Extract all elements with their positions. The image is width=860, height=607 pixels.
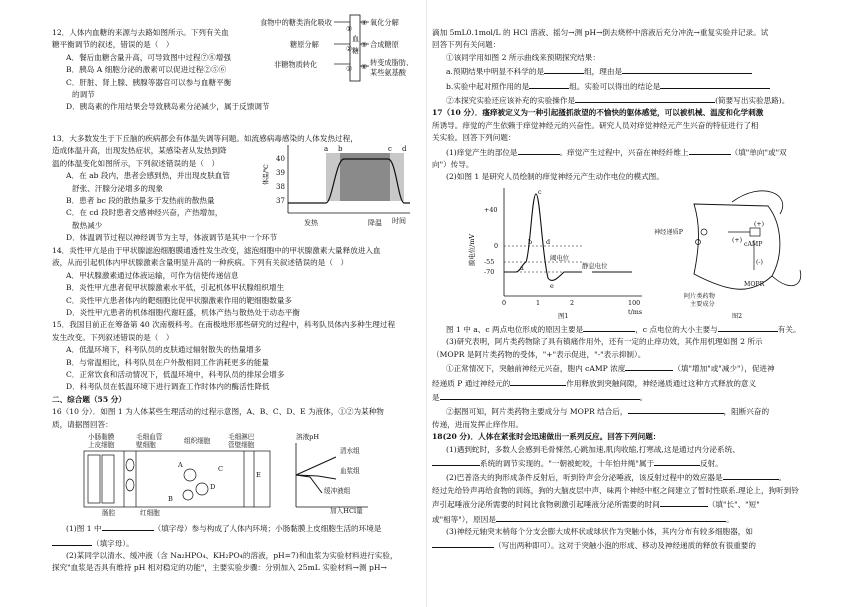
q16-sub1-b: b.实验中起对照作用的是 组。实验可以得出的结论是 [432,79,816,93]
action-potential-chart [467,188,642,320]
fig16-label-lymph: 毛细淋巴 [228,433,255,442]
q14-option-d: D．炎性甲亢患者的机体细胞代谢旺盛，机体产热与散热处于动态平衡 [66,308,300,318]
q13-option-a: A．在 ab 段内，患者会感到热，并出现皮肤血管 [66,171,230,181]
ap-caption: 图1 [558,311,569,320]
question-14 [52,245,420,319]
diagram-input-digestion: 食物中的糖类消化吸收 [260,18,332,27]
q17-q1: (1)痒觉产生的部位是 。痒觉产生过程中，兴奋在神经纤维上 （填"单向"或"双 [432,145,816,159]
section-2-heading: 二、综合题（55 分） [52,394,126,404]
q16-stem-2: 质，请据图回答： [52,419,113,429]
q15-stem-2: 发生改变。下列叙述错误的是（ ） [52,332,174,342]
q14-option-a: A．甲状腺激素通过体液运输，可作为信使传递信息 [66,270,239,280]
fig16-xlabel: 加入HCl量 [330,507,363,516]
diagram-center-1: 血 [352,35,359,43]
q17-q3-sub2: ②据图可知，阿片类药物主要成分与 MOPR 结合后， ，阻断兴奋的 [432,404,816,418]
q14-stem-2: 液，从而引起机体内甲状腺激素含量明显升高的一种疾病。下列有关叙述错误的是（ ） [52,258,349,268]
ap-xtick-2: 2 [570,298,575,307]
fig16-letter-c: C [218,465,224,474]
q13-stem-3: 温的体温变化如图所示，下列叙述错误的是（ ） [52,158,220,168]
ap-ytick-70: -70 [484,267,495,276]
ap-ytick-55: -55 [484,257,495,266]
blood-glucose-diagram [258,11,428,91]
ap-threshold-label: 阈电位 [550,253,570,262]
q18-q1-cont: 系统的调节实现的。"一朝被蛇咬，十年怕井绳"属于 反射。 [432,456,816,470]
syn-caption: 图2 [732,312,743,320]
question-17 [432,107,816,431]
q17-q2: (2)如图 1 是研究人员绘制的痒觉神经元产生动作电位的模式图。 [446,172,664,182]
q16-steps-cont-2: 回答下列有关问题： [432,40,501,50]
graph-x-label: 时间 [392,217,406,225]
diagram-input-nonsugar: 非糖物质转化 [274,60,318,69]
syn-label-opioid: 阿片类药物 [684,292,715,300]
q14-option-c: C．炎性甲亢患者体内的靶细胞比促甲状腺激素作用的靶细胞数量多 [66,295,293,305]
q17-q3-cont: （MOPR 是阿片类药物的受体，"+"表示促进，"-"表示抑制）。 [432,349,646,359]
graph-mark-d: d [402,145,407,153]
diagram-num-6: ⑥ [361,62,368,71]
syn-label-camp: cAMP [744,240,763,248]
diagram-num-2: ② [346,44,353,53]
graph-fever-label: 发热 [304,219,318,227]
graph-ytick-40: 40 [276,155,285,163]
fig16-letter-a: A [178,461,183,470]
q18-stem: 18(20 分)．人体在紧张时会迅速做出一系列反应。回答下列问题： [432,432,661,442]
q15-option-a: A．低温环境下，科考队员的皮肤通过辐射散失的热量增多 [66,345,262,355]
q16-steps-cont: 滴加 5mL0.1mol/L 的 HCl 溶液、摇匀→测 pH→倒去烧杯中溶液后充分冲洗→重复实验并记录。试 [432,28,769,37]
syn-plus-2: (+) [732,236,743,244]
q16-sub2: ②本探究实验还应该补充的实验操作是 (简要写出实验思路)。 [432,93,816,107]
q17-q3-sub2-cont: 传递，进而发挥止痒作用。 [432,419,524,429]
ap-xtick-100: 100 [628,298,641,307]
q15-option-c: C．正常饮食和活动情况下，低温环境中，科考队员的排尿会增多 [66,370,285,380]
graph-y-label: 体温/℃ [263,164,270,185]
ap-ytick-0: 0 [494,241,499,250]
q17-figures-svg [432,184,816,322]
q17-figures [432,184,816,322]
fig16-label-intestine: 小肠黏膜 [88,433,115,442]
q17-q3-sub1-cont-2: 是 。 [432,390,816,404]
fig16-legend-water: 清水组 [340,447,360,456]
syn-label-neurotransmitter: 神经递质P [654,228,683,236]
diagram-output-synthesis: 合成糖原 [370,40,399,49]
fig16-letter-d: D [210,483,216,492]
ap-mark-a: a [520,263,524,272]
graph-mark-b: b [338,145,343,153]
q18-q3-cont: （写出两种即可）。这对于突触小泡的形成、移动及神经递质的释放有很重要的 [432,538,816,552]
diagram-input-glycogen: 糖原分解 [290,40,319,49]
q16-sub1-a: a.预期结果中明显不科学的是 组，理由是 [432,64,816,78]
graph-ytick-38: 38 [276,183,285,191]
fig16-label-tissue: 组织细胞 [184,437,211,446]
q17-q3: (3)研究表明，阿片类药物除了具有镇痛作用外，还有一定的止痒功效，其作用机理如图 2 所示 [446,337,763,347]
diagram-output-oxidation: 氧化分解 [370,18,399,27]
q13-option-d: D．体温调节过程以神经调节为主导，体液调节是其中一个环节 [66,233,278,243]
diagram-num-1: ① [346,24,353,33]
q16-q2: (2)某同学以清水、缓冲液（含 Na₂HPO₄、KH₂PO₄的溶液，pH=7)和血浆为实验材料进行实验， [66,550,398,560]
q16-stem: 16（10 分）．如图 1 为人体某些生理活动的过程示意图，A、B、C、D、E 为液体，①②为某种物 [52,407,384,417]
syn-label-component: 主要成分 [690,300,715,308]
graph-dark-region [340,153,390,201]
ap-ytick-40: +40 [484,205,498,214]
graph-mark-a: a [324,145,329,153]
q12-option-a: A．餐后血糖含量升高，可导致图中过程⑦⑧增强 [66,52,231,62]
diagram-center-2: 糖 [352,47,359,55]
right-column [432,0,816,553]
q12-option-b: B．胰岛 A 细胞分泌的激素可以促进过程②⑤⑥ [66,65,227,75]
graph-mark-c: c [388,145,392,153]
fig16-legend-buffer: 缓冲液组 [324,487,351,496]
q17-q1-cont: 向"）传导。 [432,160,474,170]
q12-option-d: D．胰岛素的作用结果会导致胰岛素分泌减少，属于反馈调节 [66,102,270,112]
q12-option-c-cont: 的调节 [72,90,95,100]
q13-stem-2: 造成体温升高，出现发热症状，某感染者从发热到降 [52,146,227,156]
ap-xtick-1: 1 [536,298,541,307]
q13-option-c: C．在 cd 段时患者交感神经兴奋，产热增加， [66,208,223,218]
fig16-letter-e: E [256,471,261,480]
q12-option-c: C．肝脏、肾上腺、胰腺等器官可以参与血糖平衡 [66,77,232,87]
graph-cool-label: 降温 [368,219,382,227]
synapse-diagram [654,191,801,320]
ap-mark-e: e [550,281,554,290]
graph-ytick-39: 39 [276,169,285,177]
q13-stem: 13．大多数发生于下丘脑的疾病都会有体温失调等问题。如流感病毒感染的人体发热过程， [52,134,358,143]
q16-figure-svg [78,431,398,521]
q16-q1: (1)图 1 中 （填字母）参与构成了人体内环境；小肠黏膜上皮细胞生活的环境是 [52,521,420,535]
q17-stem-3: 关实验。回答下列问题： [432,133,516,143]
question-15 [52,319,420,393]
diagram-output-fat: 转变成脂肪、 [370,58,414,67]
q12-stem-2: 糖平衡调节的叙述，错误的是（ ） [52,40,174,50]
graph-ytick-37: 37 [276,197,285,205]
q18-q2-cont: 经过先给铃声再给食物的训练，狗的大脑皮层中声、味两个神经中枢之间建立了暂时性联系.理论上，狗听到铃 [432,485,799,495]
syn-label-mopr: MOPR [744,280,765,288]
q12-stem: 12．人体内血糖的来源与去路如图所示。下列有关血 [52,28,229,37]
ap-xunit: t/ms [628,307,643,316]
q14-option-b: B．炎性甲亢患者促甲状腺激素水平低，引起机体甲状腺组织增生 [66,283,285,293]
q18-q3: (3)神经元轴突末梢每个分支会膨大成杯状或球状作为突触小体，其内分布有较多细胞器，如 [446,526,753,536]
question-12 [52,18,420,133]
q17-stem: 17（10 分）．瘙痒被定义为一种引起搔抓欲望的不愉快的躯体感觉，可以被机械、温度和化学刺激 [432,108,764,118]
q16-sub1: ①该同学用如图 2 所示曲线来预期探究结果： [446,52,600,62]
fig16-label-intestine-2: 上皮细胞 [88,441,115,450]
q17-stem-2: 所诱导。痒觉的产生依赖于痒觉神经元的兴奋性。研究人员对痒觉神经元产生兴奋的特征进行了相 [432,120,759,130]
q13-option-b: B．患者 bc 段的散热量多于发热前的散热量 [66,196,215,206]
fig16-label-capillary-2: 壁细胞 [136,441,156,450]
column-divider [426,0,427,607]
q17-q3-sub1: ①正常情况下，突触前神经元兴奋，胞内 cAMP 浓度 （填"增加"或"减少"），促进神 [432,361,816,375]
diagram-num-3: ③ [346,64,353,73]
question-16 [52,406,420,574]
fig16-frame [84,451,270,507]
q16-figure [52,431,420,521]
fig16-curve-buffer [296,475,322,493]
q13-option-c-cont: 散热减少 [72,220,103,230]
fig16-label-rbc: 红细胞 [140,509,160,518]
diagram-output-amino: 某些氨基酸 [370,68,406,77]
q18-q2-cont-3: 或"相等"），原因是 。 [432,512,816,526]
q17-q2-question: 图 1 中 a、c 两点电位形成的原因主要是 ，c 点电位的大小主要与 有关。 [432,322,816,336]
q16-q2-cont: 探究"血浆是否具有维持 pH 相对稳定的功能"，主要实验步骤：分别加入 25mL 实验材料→测 pH→ [52,563,387,573]
fig16-curve-water [296,457,336,475]
ap-mark-b: b [528,237,533,246]
question-18 [432,431,816,553]
q15-stem: 15．我国目前正在筹备第 40 次南极科考。在南极地形那些研究的过程中，科考队员体内多种生理过程 [52,320,396,330]
ap-rest-label: 静息电位 [582,261,608,270]
syn-plus-1: (+) [754,220,765,228]
q15-option-d: D．科考队员在低温环境下进行调查工作时体内的酶活性降低 [66,382,270,392]
diagram-num-4: ④ [361,18,368,27]
body-temperature-graph [263,141,420,231]
fig16-label-ph: 溶液pH [296,433,320,442]
q14-stem: 14．炎性甲亢是由于甲状腺滤泡细胞膜通透性发生改变，滤泡细胞中的甲状腺激素大量释放进入血 [52,246,381,255]
left-column [52,0,420,575]
q15-option-b: B．与常温相比，科考队员在户外散相同工作消耗更多的能量 [66,357,270,367]
q18-q1: (1)遇到蛇时，多数人会感到毛骨悚然,心跳加速,肌肉收缩,打寒战,这是通过内分泌系统、 [446,444,740,454]
syn-minus: (-) [756,258,763,266]
q18-q2-cont-2: 声引起唾液分泌所需要的时间比食物刺激引起唾液分泌所需要的时间 （填"长"、"短" [432,497,816,511]
q16-q1-cont: （填字母）。 [52,536,420,550]
question-13 [52,133,420,245]
ap-y-label: 膜电位/mV [468,233,476,266]
fig16-label-lymph-2: 管壁细胞 [228,441,255,450]
fig16-legend-plasma: 血浆组 [340,467,360,476]
q17-q3-sub1-cont: 经递质 P 通过神经元的 作用释放到突触间隙，神经递质通过这种方式释放的意义 [432,376,816,390]
ap-xtick-0: 0 [502,298,507,307]
fig16-letter-b: B [168,495,173,504]
q18-q2: (2)巴普洛夫的狗形成条件反射后，听到铃声会分泌唾液，该反射过程中的效应器是 。 [432,470,816,484]
fig16-label-capillary: 毛细血管 [136,433,163,442]
ap-mark-c: c [538,187,542,196]
diagram-num-5: ⑤ [361,40,368,49]
q13-option-a-cont: 舒张、汗腺分泌增多的现象 [72,183,164,193]
ap-mark-d: d [546,237,551,246]
fig16-label-lumen: 肠腔 [102,509,116,518]
